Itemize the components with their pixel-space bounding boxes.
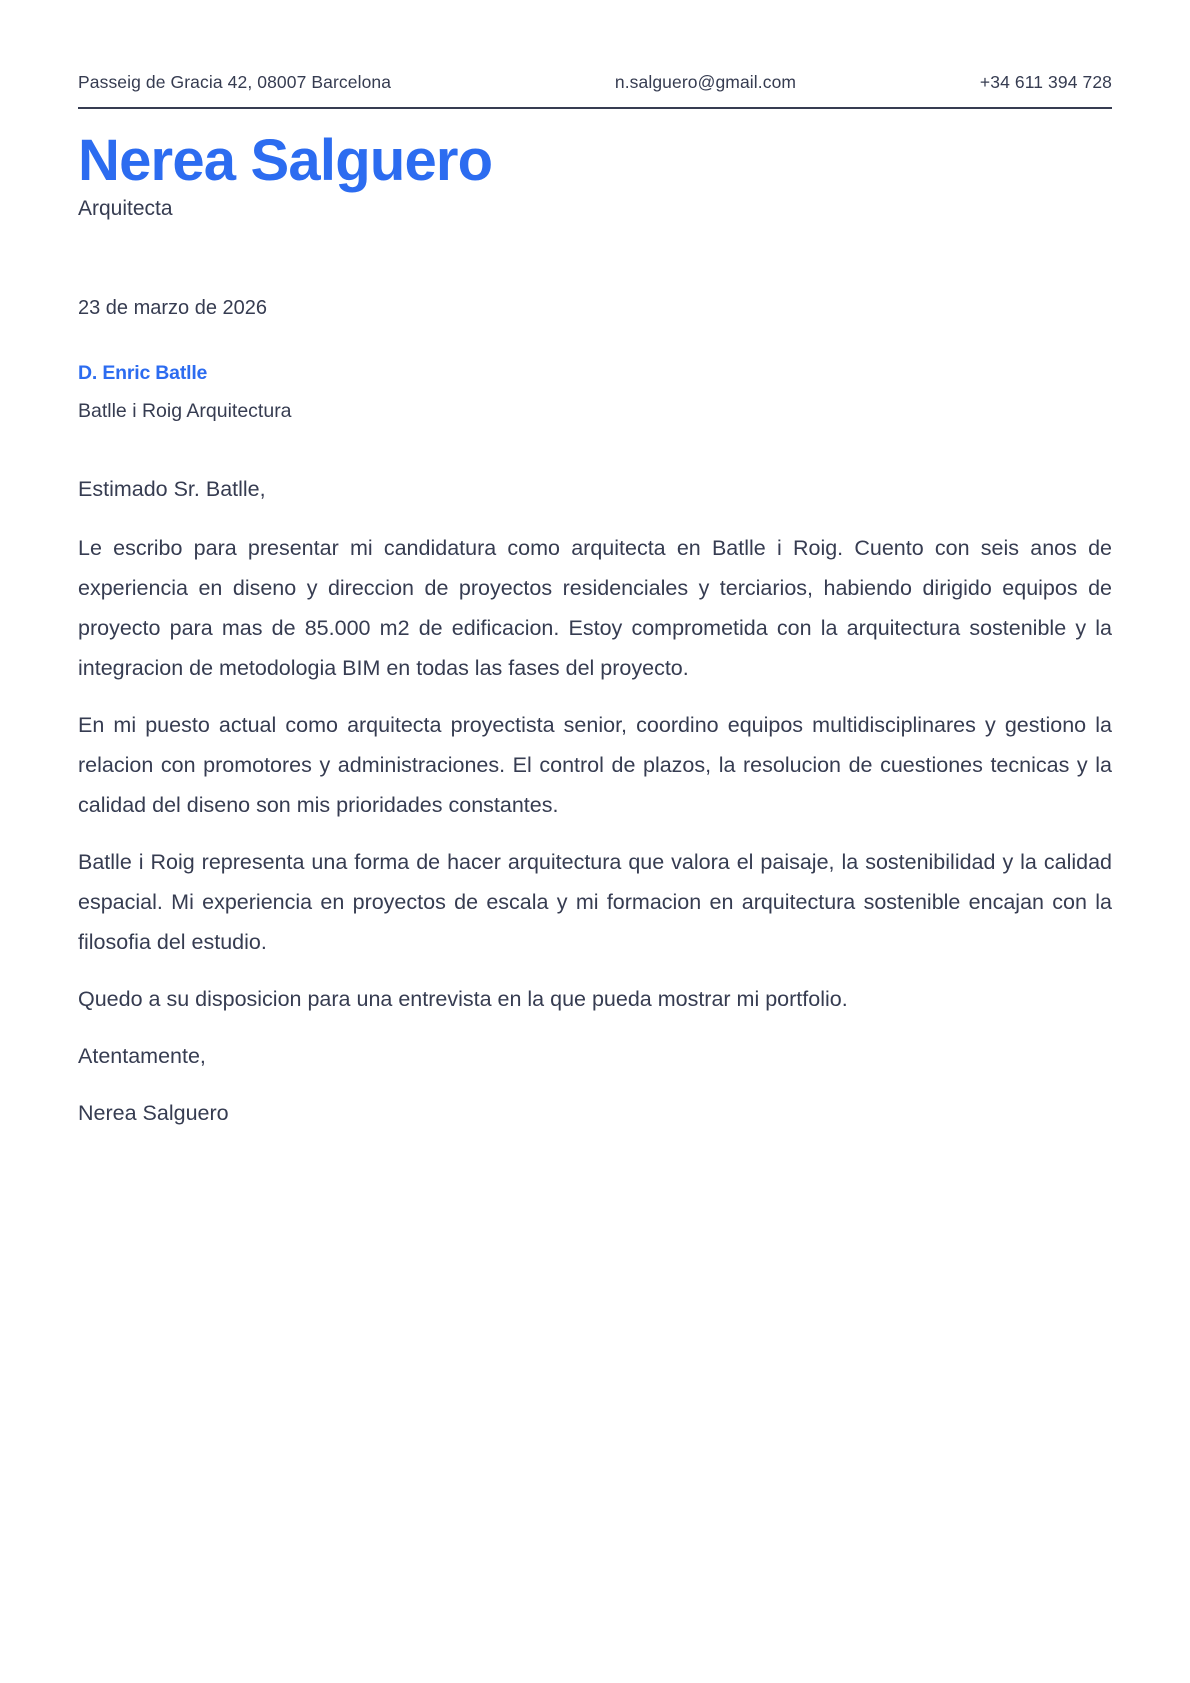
signature-name: Nerea Salguero [78,1100,229,1125]
candidate-name: Nerea Salguero [78,128,493,193]
candidate-job-title: Arquitecta [78,197,173,221]
letter-date: 23 de marzo de 2026 [78,296,268,319]
closing-line: Atentamente, [78,1043,206,1068]
contact-address: Passeig de Gracia 42, 08007 Barcelona [78,72,392,92]
identity-block [78,128,1112,223]
body-paragraph: En mi puesto actual como arquitecta proyectista senior, coordino equipos multidisciplinares y gestiono la relacion con promotores y administraciones. El control de plazos, la resolucion de cuestiones tecnicas y la calidad del diseno son mis prioridades constantes. [78,712,1112,817]
recipient-company: Batlle i Roig Arquitectura [78,399,292,422]
recipient-name: D. Enric Batlle [78,361,208,384]
contact-email[interactable]: n.salguero@gmail.com [614,72,797,92]
body-paragraph: Batlle i Roig representa una forma de hacer arquitectura que valora el paisaje, la sostenibilidad y la calidad espacial. Mi experiencia en proyectos de escala y mi formacion en arquitectura sostenible encajan con la filosofia del estudio. [78,849,1112,954]
contact-phone[interactable]: +34 611 394 728 [979,72,1112,92]
recipient-block [78,362,1112,423]
body-paragraph: Quedo a su disposicion para una entrevista en la que pueda mostrar mi portfolio. [78,986,848,1011]
body-paragraph: Le escribo para presentar mi candidatura como arquitecta en Batlle i Roig. Cuento con seis anos de experiencia en diseno y direccion de proyectos residenciales y terciarios, habiendo dirigido equipos de proyecto para mas de 85.000 m2 de edificacion. Estoy comprometida con la arquitectura sostenible y la integracion de metodologia BIM en todas las fases del proyecto. [78,535,1112,680]
letter-body [78,473,1112,1134]
salutation: Estimado Sr. Batlle, [78,476,266,501]
contact-header [78,72,1112,109]
